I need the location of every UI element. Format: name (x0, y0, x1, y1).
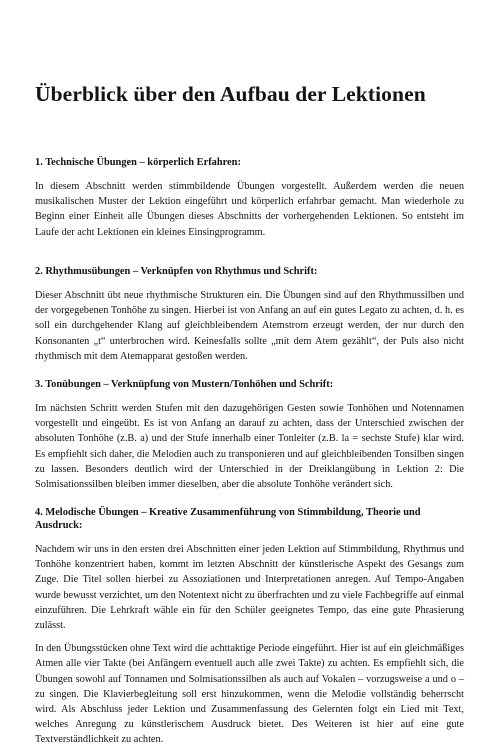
section-paragraph: In diesem Abschnitt werden stimmbildende Übungen vorgestellt. Außerdem werden die neuen musikalischen Muster der Lektion eingeführt und körperlich erfahrbar gemacht. Man wiederhole zu Beginn einer Einheit alle Übungen dieses Abschnitts der vorhergehenden Lektionen. So entsteht im Laufe der acht Lektionen ein kleines Einsingprogramm. (35, 181, 464, 238)
section-heading: 1. Technische Übungen – körperlich Erfahren: (35, 157, 241, 168)
section-paragraph: In den Übungsstücken ohne Text wird die achttaktige Periode eingeführt. Hier ist auf ein gleichmäßiges Atmen alle vier Takte (bei Anfängern eventuell auch alle zwei Takte) zu achten. Es empfiehlt sich, die Übungen sowohl auf Tonnamen und Solmisationssilben als auch auf Vokalen – vorzugsweise a und o – zu singen. Die Klavierbegleitung soll erst hinzukommen, wenn die Melodie vollständig beherrscht wird. Als Abschluss jeder Lektion und Zusammenfassung des Gelernten folgt ein Lied mit Text, welches Anregung zu künstlerischem Ausdruck bietet. Des Weiteren ist hier auf eine gute Textverständlichkeit zu achten. (35, 643, 464, 746)
page-title: Überblick über den Aufbau der Lektionen (35, 82, 426, 106)
section-paragraph: Dieser Abschnitt übt neue rhythmische Strukturen ein. Die Übungen sind auf den Rhythmussilben und der vorgegebenen Tonhöhe zu singen. Hierbei ist von Anfang an auf ein gutes Legato zu achten, d. h. es soll ein durchgehender Klang auf gleichbleibendem Atemstrom erzeugt werden, der nur durch den Konsonanten „t“ unterbrochen wird. Keinesfalls sollte „mit dem Atem gezählt“, der Puls also nicht rhythmisch mit dem Atemapparat gestoßen werden. (35, 290, 464, 362)
section-paragraph: Im nächsten Schritt werden Stufen mit den dazugehörigen Gesten sowie Tonhöhen und Notennamen vorgestellt und eingeübt. Es ist von Anfang an darauf zu achten, dass der Unterschied zwischen der absoluten Tonhöhe (z.B. a) und der Stufe innerhalb einer Tonleiter (z.B. la = sechste Stufe) klar wird. Es empfiehlt sich daher, die Melodien auch zu transponieren und auf gleichbleibenden Tonsilben singen zu lassen. Besonders deutlich wird der Unterschied in der Dreiklangübung in Lektion 2: Die Solmisationssilben bleiben immer dieselben, aber die absolute Tonhöhe verändert sich. (35, 403, 464, 491)
section-heading: 3. Tonübungen – Verknüpfung von Mustern/Tonhöhen und Schrift: (35, 379, 334, 390)
section-heading: 4. Melodische Übungen – Kreative Zusammenführung von Stimmbildung, Theorie und Ausdruck: (35, 507, 421, 531)
section-heading: 2. Rhythmusübungen – Verknüpfen von Rhythmus und Schrift: (35, 266, 318, 277)
section-paragraph: Nachdem wir uns in den ersten drei Abschnitten einer jeden Lektion auf Stimmbildung, Rhythmus und Tonhöhe konzentriert haben, kommt im letzten Abschnitt der künstlerische Aspekt des Gesangs zum Zuge. Die Titel sollen hierbei zu Assoziationen und Interpretationen anregen. Auf Tempo-Angaben wurde bewusst verzichtet, um den Notentext nicht zu überfrachten und zu viele Fachbegriffe auf einmal einzuführen. Die Lehrkraft wähle ein für den Schüler geeignetes Tempo, das eine gute Phrasierung zulässt. (35, 544, 464, 632)
section-technical-exercises (35, 156, 464, 240)
section-melodic-exercises (35, 506, 464, 748)
section-tone-exercises (35, 378, 464, 492)
section-rhythm-exercises (35, 265, 464, 364)
